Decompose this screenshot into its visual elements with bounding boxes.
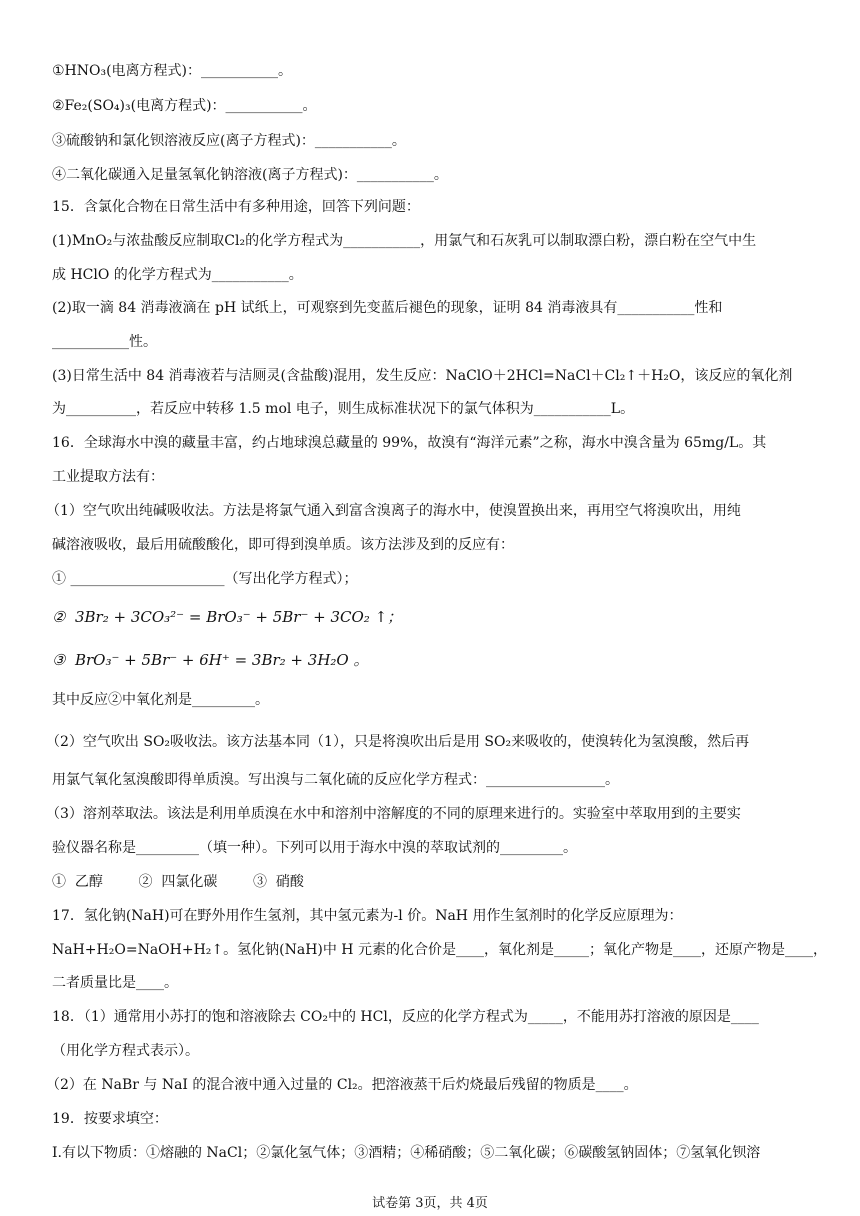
q14-item-4: ④二氧化碳通入足量氢氧化钠溶液(离子方程式)：___________。 — [52, 167, 448, 183]
q15-part2-line1: (2)取一滴 84 消毒液滴在 pH 试纸上，可观察到先变蓝后褪色的现象，证明 84 消毒液具有___________性和 — [52, 300, 723, 316]
q18-part1-line2: （用化学方程式表示）。 — [52, 1043, 199, 1059]
q15-part1-line1: (1)MnO₂与浓盐酸反应制取Cl₂的化学方程式为___________，用氯气和石灰乳可以制取漂白粉，漂白粉在空气中生 — [52, 233, 757, 249]
q14-item-2: ②Fe₂(SO₄)₃(电离方程式)：___________。 — [52, 98, 317, 114]
q16-part2-line2: 用氯气氧化氢溴酸即得单质溴。写出溴与二氧化硫的反应化学方程式：_________________。 — [52, 772, 619, 788]
q16-part3-line1: （3）溶剂萃取法。该法是利用单质溴在水中和溶剂中溶解度的不同的原理来进行的。实验室中萃取用到的主要实 — [46, 806, 741, 822]
q18-part2: （2）在 NaBr 与 NaI 的混合液中通入过量的 Cl₂。把溶液蒸干后灼烧最后残留的物质是____。 — [46, 1077, 638, 1093]
q16-stem-line2: 工业提取方法有： — [52, 469, 164, 485]
q15-part3-line1: (3)日常生活中 84 消毒液若与洁厕灵(含盐酸)混用，发生反应：NaClO＋2HCl=NaCl＋Cl₂↑＋H₂O，该反应的氧化剂 — [52, 368, 793, 384]
q16-part3-line2: 验仪器名称是_________（填一种）。下列可以用于海水中溴的萃取试剂的_________。 — [52, 840, 577, 856]
q15-part3-line2: 为__________，若反应中转移 1.5 mol 电子，则生成标准状况下的氯气体积为___________L。 — [52, 401, 635, 417]
q19-part1-line1: I.有以下物质：①熔融的 NaCl；②氯化氢气体；③酒精；④稀硝酸；⑤二氧化碳；⑥碳酸氢钠固体；⑦氢氧化钡溶 — [52, 1145, 761, 1161]
q16-reaction-3: ③ BrO₃⁻ + 5Br⁻ + 6H⁺ = 3Br₂ + 3H₂O 。 — [52, 651, 369, 669]
q14-item-3: ③硫酸钠和氯化钡溶液反应(离子方程式)：___________。 — [52, 133, 406, 149]
q16-reaction-1: ① ______________________（写出化学方程式）； — [52, 571, 358, 587]
q16-reaction-2: ② 3Br₂ + 3CO₃²⁻ = BrO₃⁻ + 5Br⁻ + 3CO₂ ↑； — [52, 608, 403, 626]
q15-part2-line2: ___________性。 — [52, 334, 157, 350]
q15-part1-line2: 成 HClO 的化学方程式为___________。 — [52, 267, 303, 283]
q16-oxidant-question: 其中反应②中氧化剂是_________。 — [52, 692, 269, 708]
q16-part1-line2: 碱溶液吸收，最后用硫酸酸化，即可得到溴单质。该方法涉及到的反应有： — [52, 537, 514, 553]
q15-stem: 15．含氯化合物在日常生活中有多种用途，回答下列问题： — [52, 199, 420, 215]
q17-stem-line2: NaH+H₂O=NaOH+H₂↑。氢化钠(NaH)中 H 元素的化合价是____，氧化剂是_____；氧化产物是____，还原产物是____， — [52, 942, 827, 958]
q17-stem-line3: 二者质量比是____。 — [52, 975, 178, 991]
q16-options: ① 乙醇 ② 四氯化碳 ③ 硝酸 — [52, 874, 304, 890]
q14-item-1: ①HNO₃(电离方程式)：___________。 — [52, 63, 293, 79]
q16-stem-line1: 16．全球海水中溴的藏量丰富，约占地球溴总藏量的 99%，故溴有“海洋元素”之称，海水中溴含量为 65mg/L。其 — [52, 435, 767, 451]
q17-stem-line1: 17．氢化钠(NaH)可在野外用作生氢剂，其中氢元素为-l 价。NaH 用作生氢剂时的化学反应原理为： — [52, 908, 683, 924]
q18-part1-line1: 18．（1）通常用小苏打的饱和溶液除去 CO₂中的 HCl，反应的化学方程式为_____，不能用苏打溶液的原因是____ — [52, 1009, 759, 1025]
q16-part1-line1: （1）空气吹出纯碱吸收法。方法是将氯气通入到富含溴离子的海水中，使溴置换出来，再用空气将溴吹出，用纯 — [46, 503, 741, 519]
q16-part2-line1: （2）空气吹出 SO₂吸收法。该方法基本同（1），只是将溴吹出后是用 SO₂来吸收的，使溴转化为氢溴酸，然后再 — [46, 734, 750, 750]
page-footer: 试卷第 3页，共 4页 — [372, 1196, 488, 1211]
q19-stem: 19．按要求填空： — [52, 1111, 168, 1127]
